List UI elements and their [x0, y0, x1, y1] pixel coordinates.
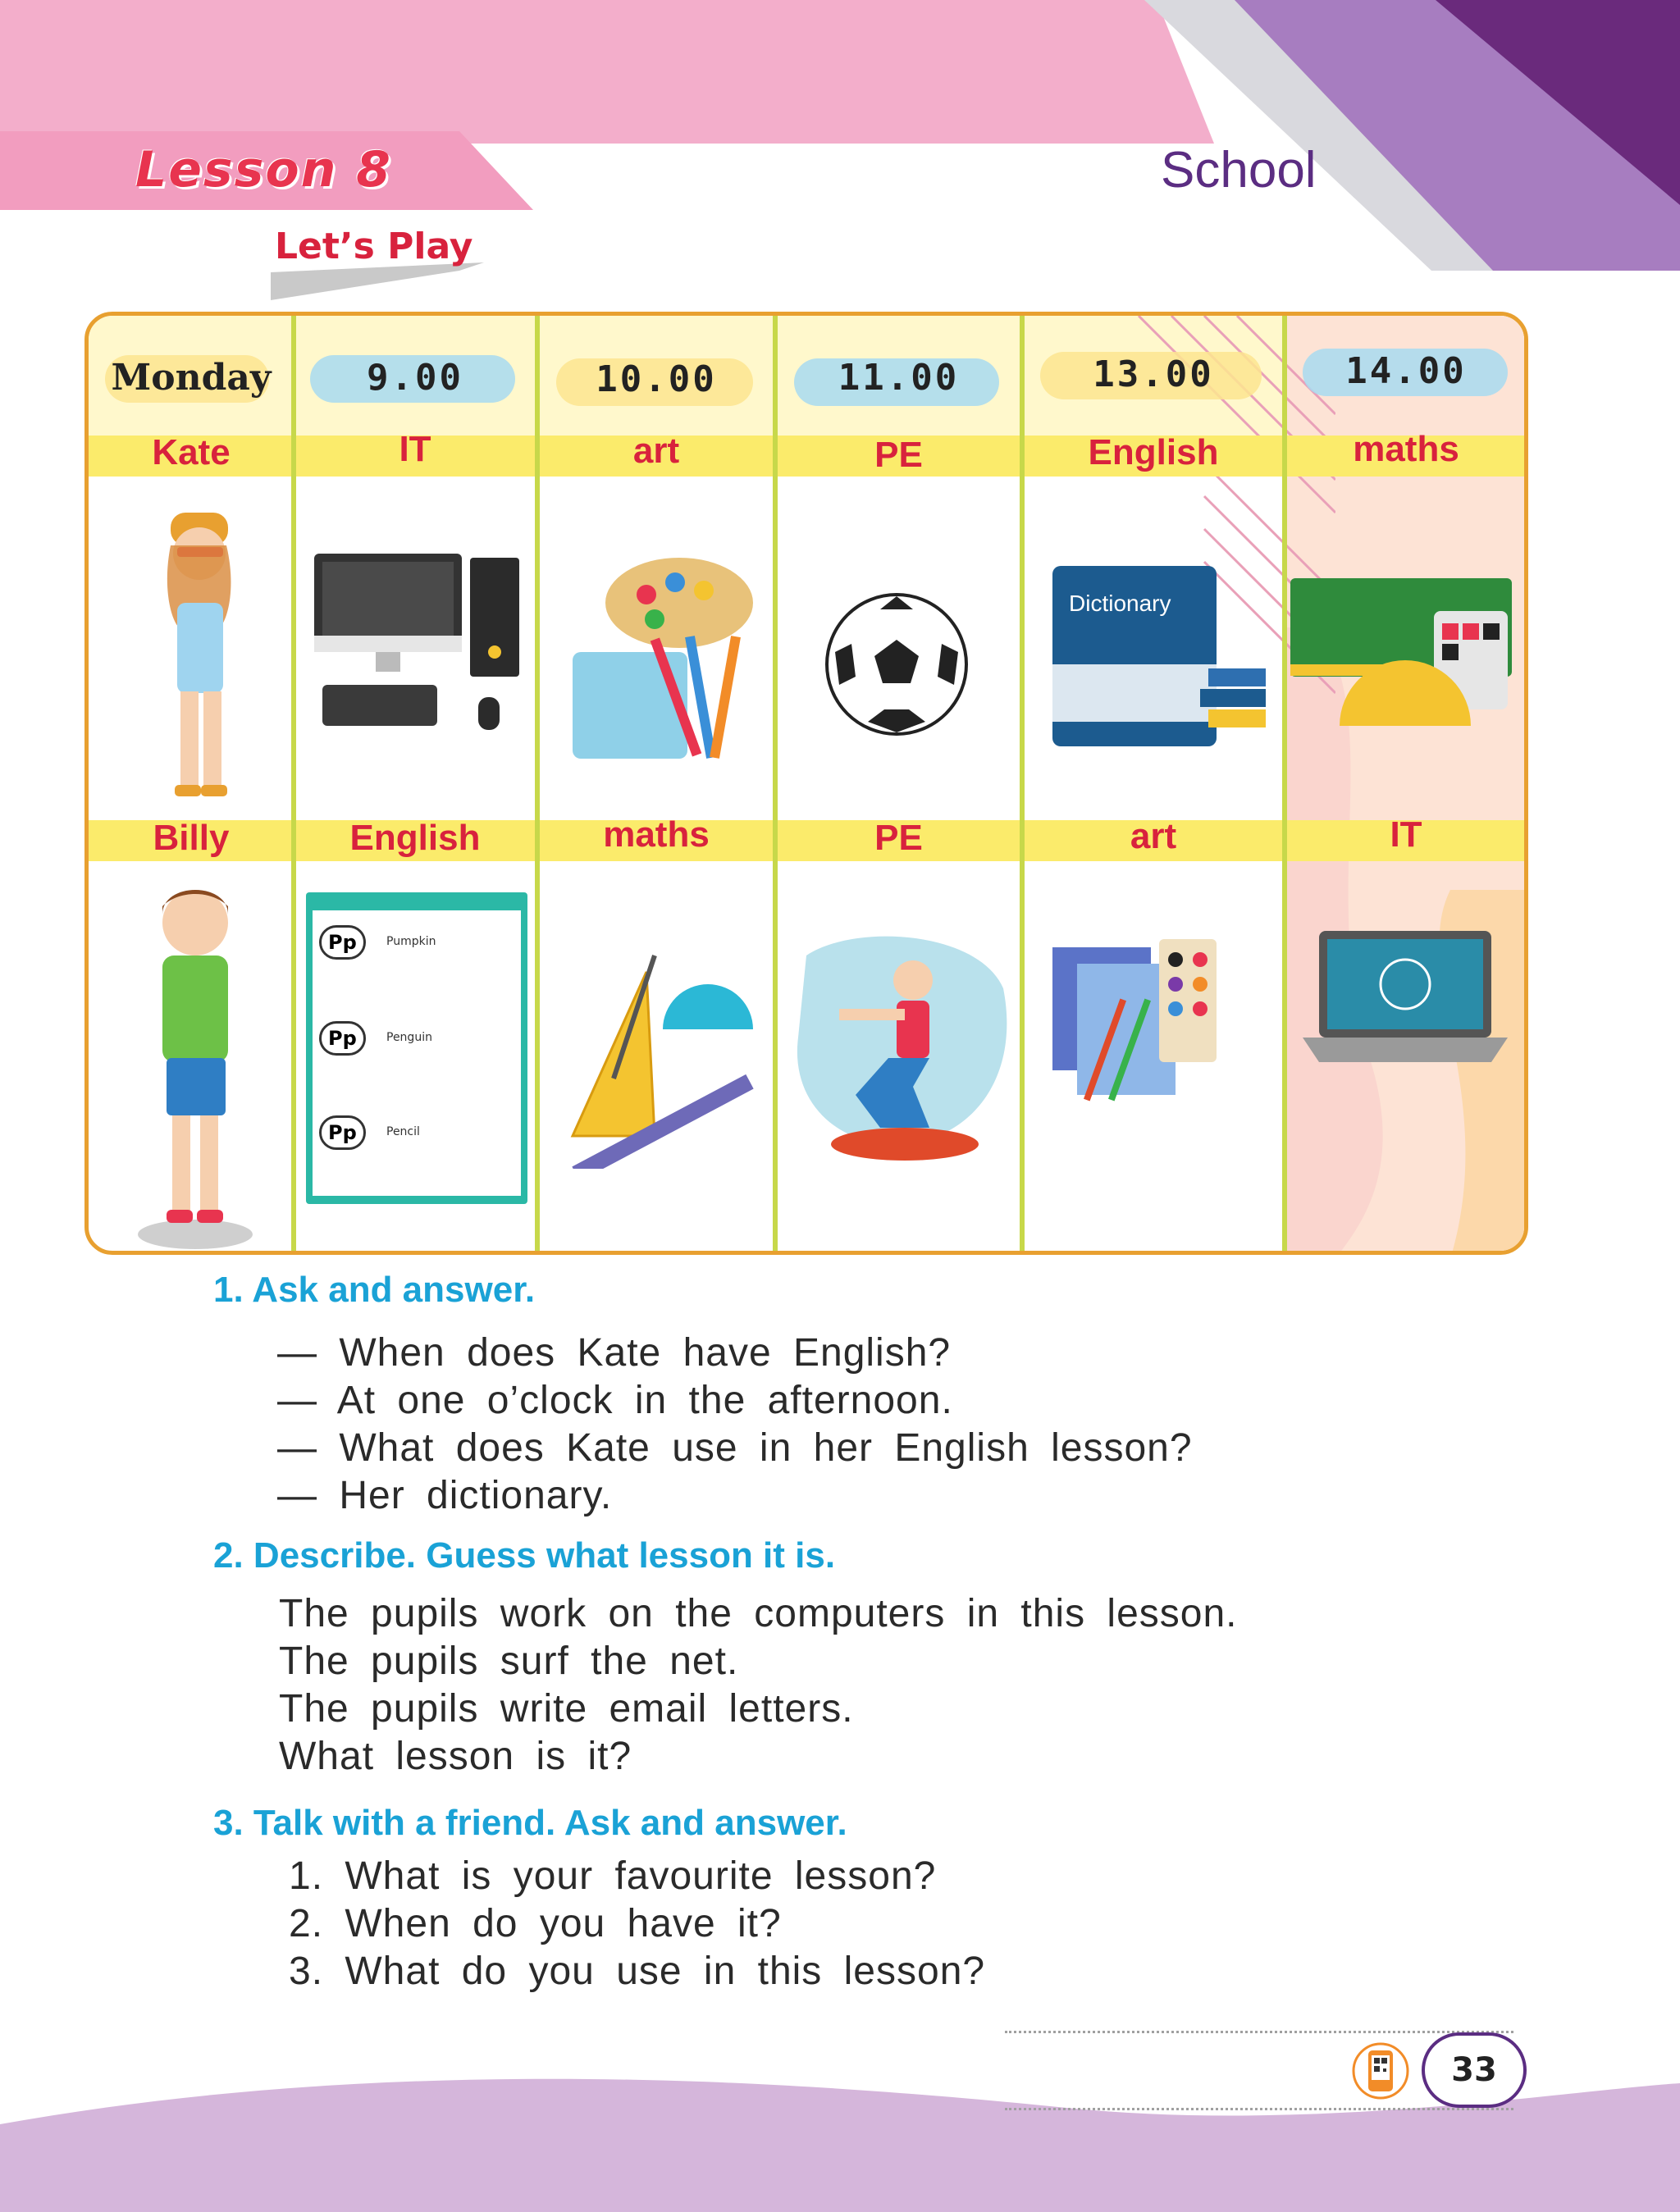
time-label: 10.00	[596, 358, 717, 400]
subject-label: English	[349, 818, 481, 858]
football-icon	[819, 586, 975, 742]
topic-title: School	[1161, 142, 1317, 198]
worksheet-word: Pencil	[386, 1125, 420, 1138]
exercise-3-line: 2. When do you have it?	[289, 1902, 782, 1945]
worksheet-word: Penguin	[386, 1031, 432, 1044]
student-name: Billy	[153, 818, 230, 858]
subject-label: art	[1130, 816, 1177, 856]
exercise-2-line: The pupils surf the net.	[279, 1640, 739, 1683]
maths-tools-illustration	[1290, 578, 1520, 759]
computer-illustration	[306, 545, 527, 750]
dotted-line	[1005, 2031, 1513, 2033]
subject-label: IT	[1390, 814, 1422, 855]
kate-illustration	[130, 480, 269, 816]
subject-label: IT	[399, 429, 431, 469]
paint-set-illustration	[1044, 931, 1274, 1128]
exercise-2-line: The pupils work on the computers in this lesson.	[279, 1592, 1238, 1635]
exercise-1-line: — When does Kate have English?	[277, 1331, 952, 1375]
dotted-line	[1005, 2108, 1513, 2110]
subject-label: PE	[874, 818, 923, 858]
pe-exercise-illustration	[790, 923, 1016, 1169]
exercise-1-line: — What does Kate use in her English lesson?	[277, 1426, 1193, 1470]
exercise-3-heading: 3. Talk with a friend. Ask and answer.	[213, 1803, 847, 1843]
exercise-2-line: The pupils write email letters.	[279, 1687, 854, 1731]
exercise-3-line: 1. What is your favourite lesson?	[289, 1854, 937, 1898]
exercise-3-line: 3. What do you use in this lesson?	[289, 1950, 986, 1993]
page-number: 33	[1422, 2032, 1527, 2108]
time-label: 9.00	[367, 357, 463, 399]
laptop-illustration	[1294, 906, 1516, 1087]
time-label: 13.00	[1093, 353, 1214, 395]
header-background	[0, 0, 1680, 271]
worksheet-letter: Pp	[319, 1115, 366, 1150]
subject-label: English	[1088, 432, 1219, 472]
time-label: 11.00	[838, 357, 960, 399]
worksheet-word: Pumpkin	[386, 935, 436, 948]
day-label: Monday	[111, 357, 272, 399]
subject-label: maths	[1353, 429, 1459, 469]
qr-phone-icon[interactable]	[1352, 2042, 1409, 2100]
exercise-1-line: — Her dictionary.	[277, 1474, 613, 1517]
student-name: Kate	[152, 432, 231, 472]
worksheet-letter: Pp	[319, 925, 366, 960]
subject-label: PE	[874, 435, 923, 475]
subject-label: art	[632, 431, 680, 471]
time-label: 14.00	[1345, 350, 1467, 392]
billy-illustration	[121, 873, 269, 1251]
exercise-2-heading: 2. Describe. Guess what lesson it is.	[213, 1535, 836, 1576]
timetable	[84, 312, 1528, 1255]
english-worksheet	[306, 892, 527, 1204]
set-square-illustration	[556, 939, 769, 1169]
exercise-2-line: What lesson is it?	[279, 1735, 632, 1778]
lets-play-underline	[271, 262, 484, 300]
section-title: Let’s Play	[275, 226, 473, 267]
worksheet-letter: Pp	[319, 1021, 366, 1056]
exercise-1-heading: 1. Ask and answer.	[213, 1270, 536, 1310]
exercise-1-line: — At one o’clock in the afternoon.	[277, 1379, 953, 1422]
subject-label: maths	[603, 814, 710, 855]
dictionary-label: Dictionary	[1069, 591, 1171, 616]
dictionary-illustration	[1044, 562, 1274, 767]
lesson-title: Lesson 8	[135, 141, 392, 198]
art-supplies-illustration	[556, 529, 761, 775]
